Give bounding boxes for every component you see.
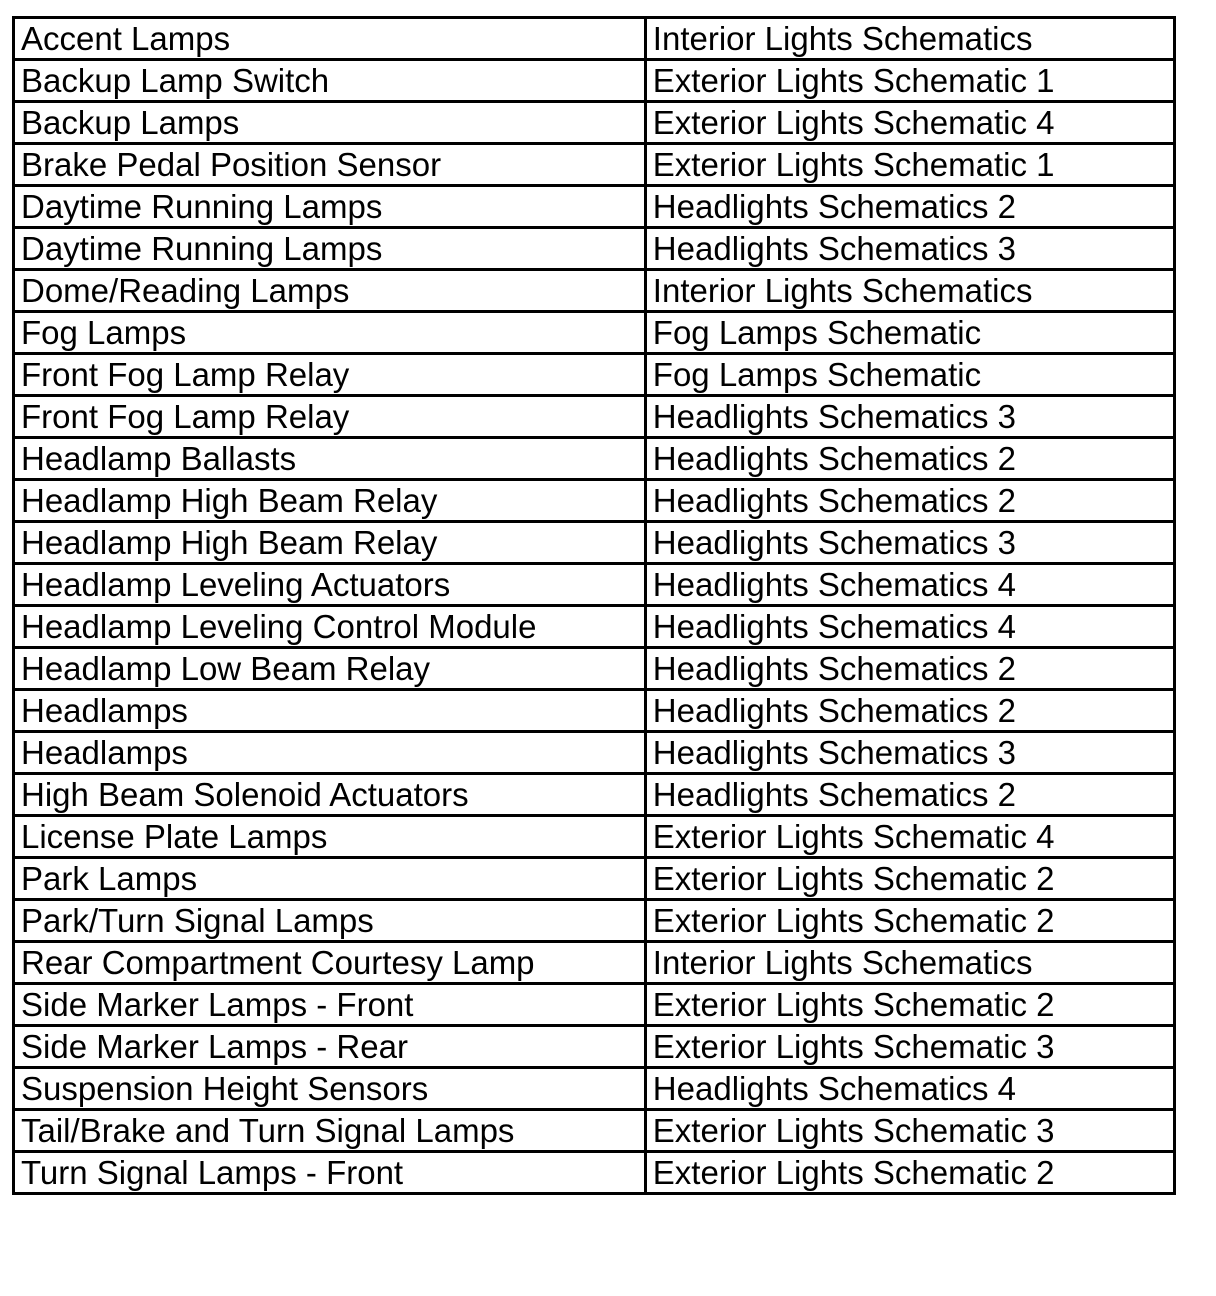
component-cell: Daytime Running Lamps <box>14 228 646 270</box>
table-row <box>14 228 1175 270</box>
component-cell: License Plate Lamps <box>14 816 646 858</box>
schematic-cell: Exterior Lights Schematic 3 <box>645 1110 1174 1152</box>
schematic-cell: Exterior Lights Schematic 4 <box>645 102 1174 144</box>
table-row <box>14 690 1175 732</box>
table-row <box>14 144 1175 186</box>
schematic-cell: Exterior Lights Schematic 2 <box>645 900 1174 942</box>
component-cell: Backup Lamp Switch <box>14 60 646 102</box>
schematic-cell: Headlights Schematics 2 <box>645 480 1174 522</box>
schematic-cell: Interior Lights Schematics <box>645 942 1174 984</box>
table-body <box>14 18 1175 1194</box>
schematic-cell: Interior Lights Schematics <box>645 18 1174 60</box>
table-row <box>14 732 1175 774</box>
table-row <box>14 816 1175 858</box>
table-row <box>14 648 1175 690</box>
component-cell: Side Marker Lamps - Rear <box>14 1026 646 1068</box>
component-cell: Fog Lamps <box>14 312 646 354</box>
component-cell: Front Fog Lamp Relay <box>14 354 646 396</box>
schematic-cell: Fog Lamps Schematic <box>645 354 1174 396</box>
component-cell: Headlamp Leveling Actuators <box>14 564 646 606</box>
component-cell: Headlamp Ballasts <box>14 438 646 480</box>
component-cell: Headlamp High Beam Relay <box>14 522 646 564</box>
table-row <box>14 1068 1175 1110</box>
table-row <box>14 522 1175 564</box>
table-row <box>14 1152 1175 1194</box>
schematic-cell: Exterior Lights Schematic 2 <box>645 858 1174 900</box>
component-cell: Tail/Brake and Turn Signal Lamps <box>14 1110 646 1152</box>
schematic-cell: Exterior Lights Schematic 4 <box>645 816 1174 858</box>
schematic-cell: Headlights Schematics 2 <box>645 186 1174 228</box>
component-cell: High Beam Solenoid Actuators <box>14 774 646 816</box>
component-cell: Headlamps <box>14 690 646 732</box>
schematic-cell: Fog Lamps Schematic <box>645 312 1174 354</box>
table-row <box>14 312 1175 354</box>
component-cell: Side Marker Lamps - Front <box>14 984 646 1026</box>
component-cell: Turn Signal Lamps - Front <box>14 1152 646 1194</box>
component-schematic-index-table <box>12 16 1176 1195</box>
component-cell: Headlamp Leveling Control Module <box>14 606 646 648</box>
component-cell: Front Fog Lamp Relay <box>14 396 646 438</box>
schematic-cell: Exterior Lights Schematic 3 <box>645 1026 1174 1068</box>
table-row <box>14 774 1175 816</box>
table-row <box>14 186 1175 228</box>
schematic-cell: Exterior Lights Schematic 2 <box>645 1152 1174 1194</box>
schematic-cell: Headlights Schematics 4 <box>645 606 1174 648</box>
schematic-cell: Exterior Lights Schematic 2 <box>645 984 1174 1026</box>
component-cell: Accent Lamps <box>14 18 646 60</box>
component-cell: Suspension Height Sensors <box>14 1068 646 1110</box>
schematic-cell: Headlights Schematics 2 <box>645 774 1174 816</box>
schematic-cell: Interior Lights Schematics <box>645 270 1174 312</box>
table-row <box>14 942 1175 984</box>
schematic-cell: Headlights Schematics 2 <box>645 438 1174 480</box>
table-row <box>14 900 1175 942</box>
table-row <box>14 858 1175 900</box>
schematic-cell: Headlights Schematics 3 <box>645 228 1174 270</box>
component-cell: Park/Turn Signal Lamps <box>14 900 646 942</box>
table-row <box>14 354 1175 396</box>
table-row <box>14 270 1175 312</box>
schematic-cell: Headlights Schematics 2 <box>645 690 1174 732</box>
schematic-cell: Headlights Schematics 3 <box>645 732 1174 774</box>
schematic-cell: Headlights Schematics 4 <box>645 564 1174 606</box>
schematic-cell: Exterior Lights Schematic 1 <box>645 144 1174 186</box>
table-row <box>14 438 1175 480</box>
component-cell: Backup Lamps <box>14 102 646 144</box>
table-row <box>14 18 1175 60</box>
table-row <box>14 396 1175 438</box>
schematic-cell: Exterior Lights Schematic 1 <box>645 60 1174 102</box>
table-row <box>14 984 1175 1026</box>
schematic-cell: Headlights Schematics 3 <box>645 522 1174 564</box>
schematic-cell: Headlights Schematics 3 <box>645 396 1174 438</box>
table-row <box>14 564 1175 606</box>
component-cell: Rear Compartment Courtesy Lamp <box>14 942 646 984</box>
table-row <box>14 606 1175 648</box>
component-cell: Headlamp Low Beam Relay <box>14 648 646 690</box>
component-cell: Headlamps <box>14 732 646 774</box>
component-cell: Brake Pedal Position Sensor <box>14 144 646 186</box>
component-cell: Park Lamps <box>14 858 646 900</box>
schematic-cell: Headlights Schematics 4 <box>645 1068 1174 1110</box>
component-cell: Dome/Reading Lamps <box>14 270 646 312</box>
schematic-cell: Headlights Schematics 2 <box>645 648 1174 690</box>
table-row <box>14 60 1175 102</box>
component-cell: Headlamp High Beam Relay <box>14 480 646 522</box>
table-row <box>14 1110 1175 1152</box>
component-cell: Daytime Running Lamps <box>14 186 646 228</box>
table-row <box>14 480 1175 522</box>
table-row <box>14 1026 1175 1068</box>
table-row <box>14 102 1175 144</box>
